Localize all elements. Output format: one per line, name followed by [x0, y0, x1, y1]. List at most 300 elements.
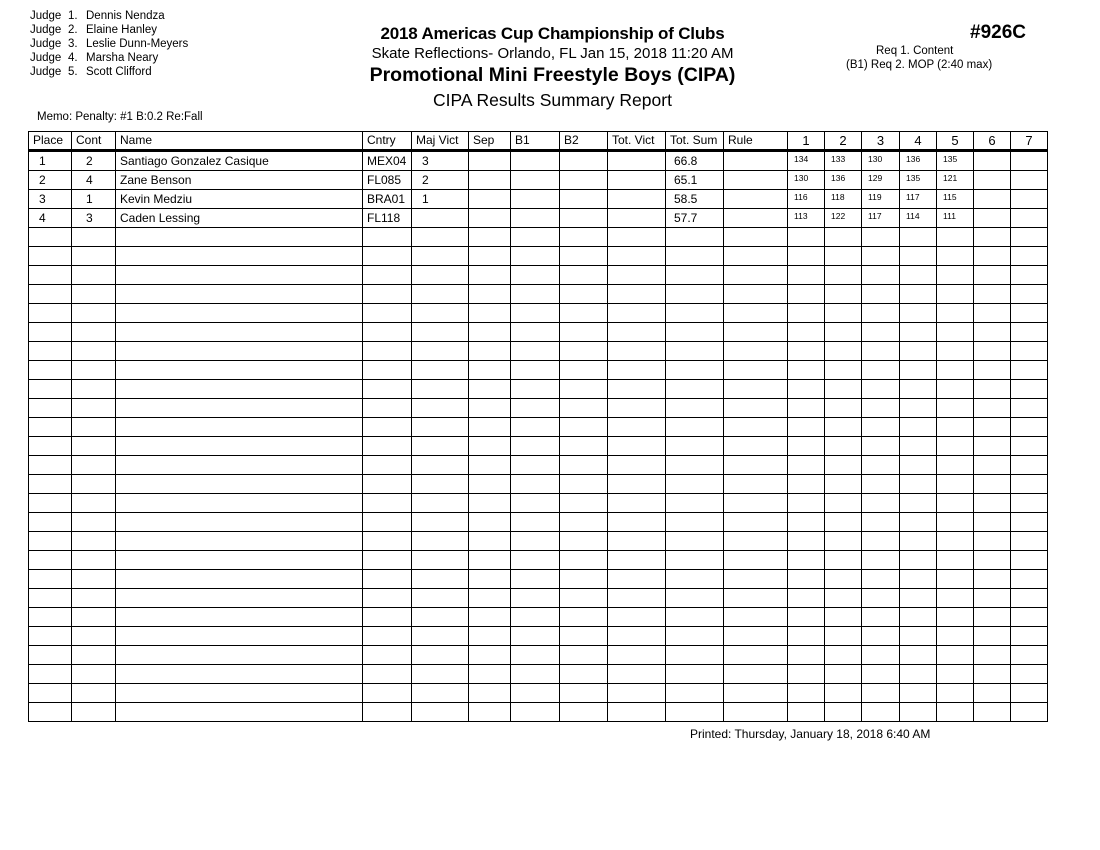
empty-table-row — [29, 437, 1048, 456]
empty-cell — [1011, 684, 1048, 703]
empty-cell — [862, 627, 900, 646]
empty-cell — [560, 323, 608, 342]
empty-cell — [825, 475, 862, 494]
empty-cell — [608, 418, 666, 437]
empty-cell — [511, 494, 560, 513]
empty-cell — [116, 475, 363, 494]
empty-cell — [937, 684, 974, 703]
empty-cell — [412, 589, 469, 608]
empty-cell — [937, 323, 974, 342]
col-judge-7: 7 — [1011, 132, 1048, 151]
maj-vict-cell — [412, 209, 469, 228]
empty-table-row — [29, 456, 1048, 475]
empty-cell — [937, 228, 974, 247]
empty-cell — [29, 665, 72, 684]
empty-cell — [724, 494, 788, 513]
empty-cell — [862, 418, 900, 437]
empty-cell — [825, 608, 862, 627]
empty-cell — [412, 304, 469, 323]
name-cell: Santiago Gonzalez Casique — [116, 151, 363, 171]
empty-cell — [511, 627, 560, 646]
b2-cell — [560, 209, 608, 228]
empty-cell — [825, 513, 862, 532]
table-row — [29, 209, 1048, 228]
empty-cell — [363, 323, 412, 342]
empty-cell — [724, 589, 788, 608]
empty-cell — [363, 551, 412, 570]
empty-cell — [900, 494, 937, 513]
empty-cell — [825, 304, 862, 323]
empty-cell — [974, 532, 1011, 551]
empty-cell — [469, 475, 511, 494]
empty-cell — [469, 608, 511, 627]
empty-cell — [608, 589, 666, 608]
empty-cell — [937, 589, 974, 608]
empty-cell — [788, 342, 825, 361]
empty-cell — [116, 285, 363, 304]
empty-cell — [511, 665, 560, 684]
empty-cell — [29, 266, 72, 285]
empty-cell — [937, 646, 974, 665]
empty-cell — [825, 494, 862, 513]
empty-cell — [72, 627, 116, 646]
empty-cell — [862, 532, 900, 551]
empty-cell — [825, 418, 862, 437]
empty-cell — [608, 703, 666, 722]
empty-cell — [116, 627, 363, 646]
empty-cell — [825, 703, 862, 722]
empty-table-row — [29, 513, 1048, 532]
empty-cell — [724, 399, 788, 418]
empty-cell — [72, 228, 116, 247]
empty-cell — [72, 418, 116, 437]
judge-line: Judge 5. Scott Clifford — [30, 66, 152, 78]
empty-cell — [511, 266, 560, 285]
empty-cell — [724, 266, 788, 285]
judge-score-cell — [974, 190, 1011, 209]
empty-cell — [666, 703, 724, 722]
empty-cell — [974, 703, 1011, 722]
judge-line: Judge 4. Marsha Neary — [30, 52, 159, 64]
empty-cell — [825, 323, 862, 342]
empty-cell — [1011, 228, 1048, 247]
empty-cell — [363, 627, 412, 646]
judge-score-cell: 133 — [825, 151, 862, 171]
empty-table-row — [29, 361, 1048, 380]
empty-cell — [937, 665, 974, 684]
empty-cell — [116, 266, 363, 285]
empty-cell — [608, 399, 666, 418]
empty-cell — [412, 456, 469, 475]
empty-cell — [363, 532, 412, 551]
empty-cell — [666, 247, 724, 266]
empty-cell — [72, 570, 116, 589]
col-judge-2: 2 — [825, 132, 862, 151]
empty-cell — [116, 399, 363, 418]
empty-cell — [412, 437, 469, 456]
empty-cell — [29, 247, 72, 266]
empty-cell — [862, 646, 900, 665]
empty-cell — [862, 665, 900, 684]
judges-list — [30, 9, 188, 79]
empty-cell — [412, 513, 469, 532]
empty-cell — [1011, 342, 1048, 361]
empty-cell — [666, 684, 724, 703]
empty-cell — [608, 665, 666, 684]
empty-cell — [1011, 361, 1048, 380]
empty-cell — [363, 228, 412, 247]
place-cell: 3 — [29, 190, 72, 209]
empty-cell — [560, 399, 608, 418]
empty-cell — [469, 589, 511, 608]
empty-table-row — [29, 380, 1048, 399]
empty-cell — [469, 684, 511, 703]
empty-cell — [72, 437, 116, 456]
empty-cell — [29, 608, 72, 627]
empty-cell — [937, 456, 974, 475]
empty-cell — [29, 399, 72, 418]
empty-cell — [862, 608, 900, 627]
judge-score-cell: 129 — [862, 171, 900, 190]
place-cell: 4 — [29, 209, 72, 228]
empty-cell — [412, 665, 469, 684]
col-judge-5: 5 — [937, 132, 974, 151]
empty-cell — [937, 513, 974, 532]
table-row — [29, 171, 1048, 190]
empty-cell — [900, 608, 937, 627]
empty-cell — [862, 323, 900, 342]
empty-cell — [363, 285, 412, 304]
empty-cell — [560, 475, 608, 494]
judge-score-cell: 121 — [937, 171, 974, 190]
empty-cell — [825, 437, 862, 456]
empty-cell — [116, 437, 363, 456]
empty-cell — [608, 380, 666, 399]
empty-cell — [862, 589, 900, 608]
empty-cell — [412, 627, 469, 646]
empty-cell — [666, 323, 724, 342]
col-judge-6: 6 — [974, 132, 1011, 151]
empty-cell — [788, 380, 825, 399]
empty-cell — [666, 570, 724, 589]
tot-sum-cell: 57.7 — [666, 209, 724, 228]
empty-cell — [1011, 437, 1048, 456]
empty-cell — [666, 342, 724, 361]
empty-table-row — [29, 323, 1048, 342]
judge-score-cell: 122 — [825, 209, 862, 228]
empty-cell — [560, 342, 608, 361]
empty-cell — [724, 304, 788, 323]
empty-cell — [666, 399, 724, 418]
judge-name: Marsha Neary — [86, 52, 159, 64]
empty-cell — [608, 513, 666, 532]
empty-table-row — [29, 551, 1048, 570]
empty-cell — [666, 285, 724, 304]
empty-cell — [412, 494, 469, 513]
empty-table-row — [29, 494, 1048, 513]
empty-cell — [363, 684, 412, 703]
empty-cell — [560, 418, 608, 437]
empty-cell — [862, 304, 900, 323]
empty-cell — [116, 361, 363, 380]
empty-cell — [788, 285, 825, 304]
empty-cell — [469, 513, 511, 532]
empty-cell — [724, 646, 788, 665]
empty-cell — [825, 551, 862, 570]
empty-cell — [511, 323, 560, 342]
empty-cell — [72, 247, 116, 266]
judge-score-cell — [974, 209, 1011, 228]
empty-cell — [1011, 703, 1048, 722]
empty-cell — [511, 304, 560, 323]
empty-cell — [72, 285, 116, 304]
empty-cell — [937, 342, 974, 361]
empty-cell — [29, 589, 72, 608]
empty-cell — [29, 703, 72, 722]
empty-cell — [937, 570, 974, 589]
empty-cell — [116, 342, 363, 361]
empty-cell — [862, 456, 900, 475]
tot-vict-cell — [608, 171, 666, 190]
tot-sum-cell: 66.8 — [666, 151, 724, 171]
b1-cell — [511, 209, 560, 228]
empty-cell — [862, 513, 900, 532]
empty-cell — [560, 247, 608, 266]
empty-cell — [29, 361, 72, 380]
empty-cell — [116, 494, 363, 513]
empty-table-row — [29, 285, 1048, 304]
empty-cell — [862, 570, 900, 589]
empty-cell — [974, 589, 1011, 608]
cntry-cell: BRA01 — [363, 190, 412, 209]
empty-cell — [511, 418, 560, 437]
table-row — [29, 151, 1048, 171]
empty-cell — [608, 627, 666, 646]
empty-cell — [29, 570, 72, 589]
col-maj-vict: Maj Vict — [412, 132, 469, 151]
empty-cell — [469, 380, 511, 399]
b2-cell — [560, 190, 608, 209]
empty-cell — [560, 380, 608, 399]
empty-cell — [862, 266, 900, 285]
empty-cell — [560, 285, 608, 304]
empty-cell — [511, 646, 560, 665]
empty-cell — [862, 247, 900, 266]
empty-cell — [788, 608, 825, 627]
empty-cell — [412, 646, 469, 665]
empty-cell — [560, 646, 608, 665]
empty-cell — [1011, 646, 1048, 665]
empty-cell — [511, 532, 560, 551]
empty-cell — [412, 684, 469, 703]
judge-score-cell: 111 — [937, 209, 974, 228]
empty-cell — [72, 456, 116, 475]
event-title: Promotional Mini Freestyle Boys (CIPA) — [369, 64, 736, 86]
empty-cell — [788, 627, 825, 646]
empty-cell — [724, 608, 788, 627]
empty-cell — [862, 380, 900, 399]
empty-cell — [72, 475, 116, 494]
empty-cell — [412, 475, 469, 494]
empty-cell — [1011, 627, 1048, 646]
empty-cell — [608, 532, 666, 551]
empty-table-row — [29, 646, 1048, 665]
col-b2: B2 — [560, 132, 608, 151]
empty-cell — [788, 456, 825, 475]
empty-cell — [862, 399, 900, 418]
empty-cell — [974, 646, 1011, 665]
empty-cell — [116, 703, 363, 722]
empty-cell — [900, 513, 937, 532]
empty-cell — [116, 665, 363, 684]
empty-cell — [511, 684, 560, 703]
empty-cell — [608, 228, 666, 247]
judge-score-cell: 130 — [862, 151, 900, 171]
empty-cell — [560, 266, 608, 285]
requirement-line: (B1) Req 2. MOP (2:40 max) — [846, 59, 993, 71]
judge-name: Scott Clifford — [86, 66, 152, 78]
maj-vict-cell: 3 — [412, 151, 469, 171]
empty-cell — [608, 437, 666, 456]
empty-cell — [937, 418, 974, 437]
empty-cell — [363, 266, 412, 285]
empty-cell — [788, 247, 825, 266]
empty-cell — [560, 570, 608, 589]
empty-cell — [900, 589, 937, 608]
empty-table-row — [29, 684, 1048, 703]
empty-cell — [29, 513, 72, 532]
empty-cell — [825, 456, 862, 475]
empty-cell — [666, 418, 724, 437]
empty-cell — [900, 228, 937, 247]
empty-cell — [937, 380, 974, 399]
empty-cell — [72, 323, 116, 342]
empty-cell — [900, 285, 937, 304]
empty-cell — [825, 399, 862, 418]
empty-cell — [412, 399, 469, 418]
empty-cell — [788, 266, 825, 285]
judge-score-cell — [1011, 209, 1048, 228]
empty-cell — [974, 342, 1011, 361]
empty-cell — [469, 570, 511, 589]
judge-line: Judge 1. Dennis Nendza — [30, 10, 165, 22]
cntry-cell: FL085 — [363, 171, 412, 190]
empty-cell — [974, 608, 1011, 627]
maj-vict-cell: 2 — [412, 171, 469, 190]
empty-cell — [511, 380, 560, 399]
place-cell: 1 — [29, 151, 72, 171]
empty-cell — [937, 703, 974, 722]
empty-cell — [900, 418, 937, 437]
empty-cell — [511, 703, 560, 722]
empty-cell — [724, 323, 788, 342]
empty-cell — [29, 228, 72, 247]
judge-score-cell: 135 — [937, 151, 974, 171]
empty-cell — [724, 703, 788, 722]
empty-cell — [666, 456, 724, 475]
empty-cell — [469, 247, 511, 266]
judge-score-cell: 130 — [788, 171, 825, 190]
empty-cell — [469, 551, 511, 570]
empty-cell — [608, 684, 666, 703]
empty-cell — [116, 513, 363, 532]
empty-cell — [511, 589, 560, 608]
empty-cell — [608, 551, 666, 570]
empty-cell — [825, 665, 862, 684]
empty-cell — [469, 266, 511, 285]
sep-cell — [469, 151, 511, 171]
col-judge-4: 4 — [900, 132, 937, 151]
empty-cell — [974, 418, 1011, 437]
tot-vict-cell — [608, 209, 666, 228]
tot-sum-cell: 65.1 — [666, 171, 724, 190]
empty-cell — [72, 532, 116, 551]
empty-cell — [1011, 608, 1048, 627]
empty-cell — [511, 399, 560, 418]
empty-table-row — [29, 228, 1048, 247]
results-table — [28, 131, 1048, 722]
empty-cell — [974, 361, 1011, 380]
empty-cell — [825, 532, 862, 551]
empty-cell — [900, 475, 937, 494]
empty-cell — [560, 361, 608, 380]
empty-cell — [788, 418, 825, 437]
empty-cell — [666, 228, 724, 247]
judge-name: Dennis Nendza — [86, 10, 165, 22]
empty-cell — [788, 551, 825, 570]
empty-cell — [72, 551, 116, 570]
event-number: #926C — [970, 22, 1026, 43]
empty-cell — [900, 437, 937, 456]
empty-cell — [1011, 475, 1048, 494]
empty-cell — [363, 418, 412, 437]
judge-score-cell: 117 — [900, 190, 937, 209]
empty-cell — [72, 304, 116, 323]
judge-score-cell: 136 — [825, 171, 862, 190]
empty-cell — [412, 532, 469, 551]
empty-cell — [974, 627, 1011, 646]
empty-cell — [116, 570, 363, 589]
empty-cell — [72, 399, 116, 418]
empty-cell — [825, 247, 862, 266]
empty-cell — [412, 323, 469, 342]
empty-cell — [937, 304, 974, 323]
col-tot-sum: Tot. Sum — [666, 132, 724, 151]
empty-cell — [469, 627, 511, 646]
judge-score-cell: 118 — [825, 190, 862, 209]
empty-table-row — [29, 608, 1048, 627]
empty-cell — [724, 475, 788, 494]
empty-cell — [937, 494, 974, 513]
empty-cell — [116, 228, 363, 247]
empty-cell — [469, 456, 511, 475]
empty-cell — [900, 399, 937, 418]
empty-cell — [29, 456, 72, 475]
empty-cell — [511, 285, 560, 304]
empty-cell — [72, 513, 116, 532]
requirements-list — [846, 44, 992, 72]
empty-table-row — [29, 399, 1048, 418]
empty-cell — [469, 228, 511, 247]
empty-cell — [862, 285, 900, 304]
empty-cell — [724, 247, 788, 266]
empty-cell — [116, 323, 363, 342]
judge-score-cell: 115 — [937, 190, 974, 209]
empty-cell — [560, 703, 608, 722]
empty-cell — [29, 285, 72, 304]
empty-cell — [363, 304, 412, 323]
empty-cell — [825, 380, 862, 399]
